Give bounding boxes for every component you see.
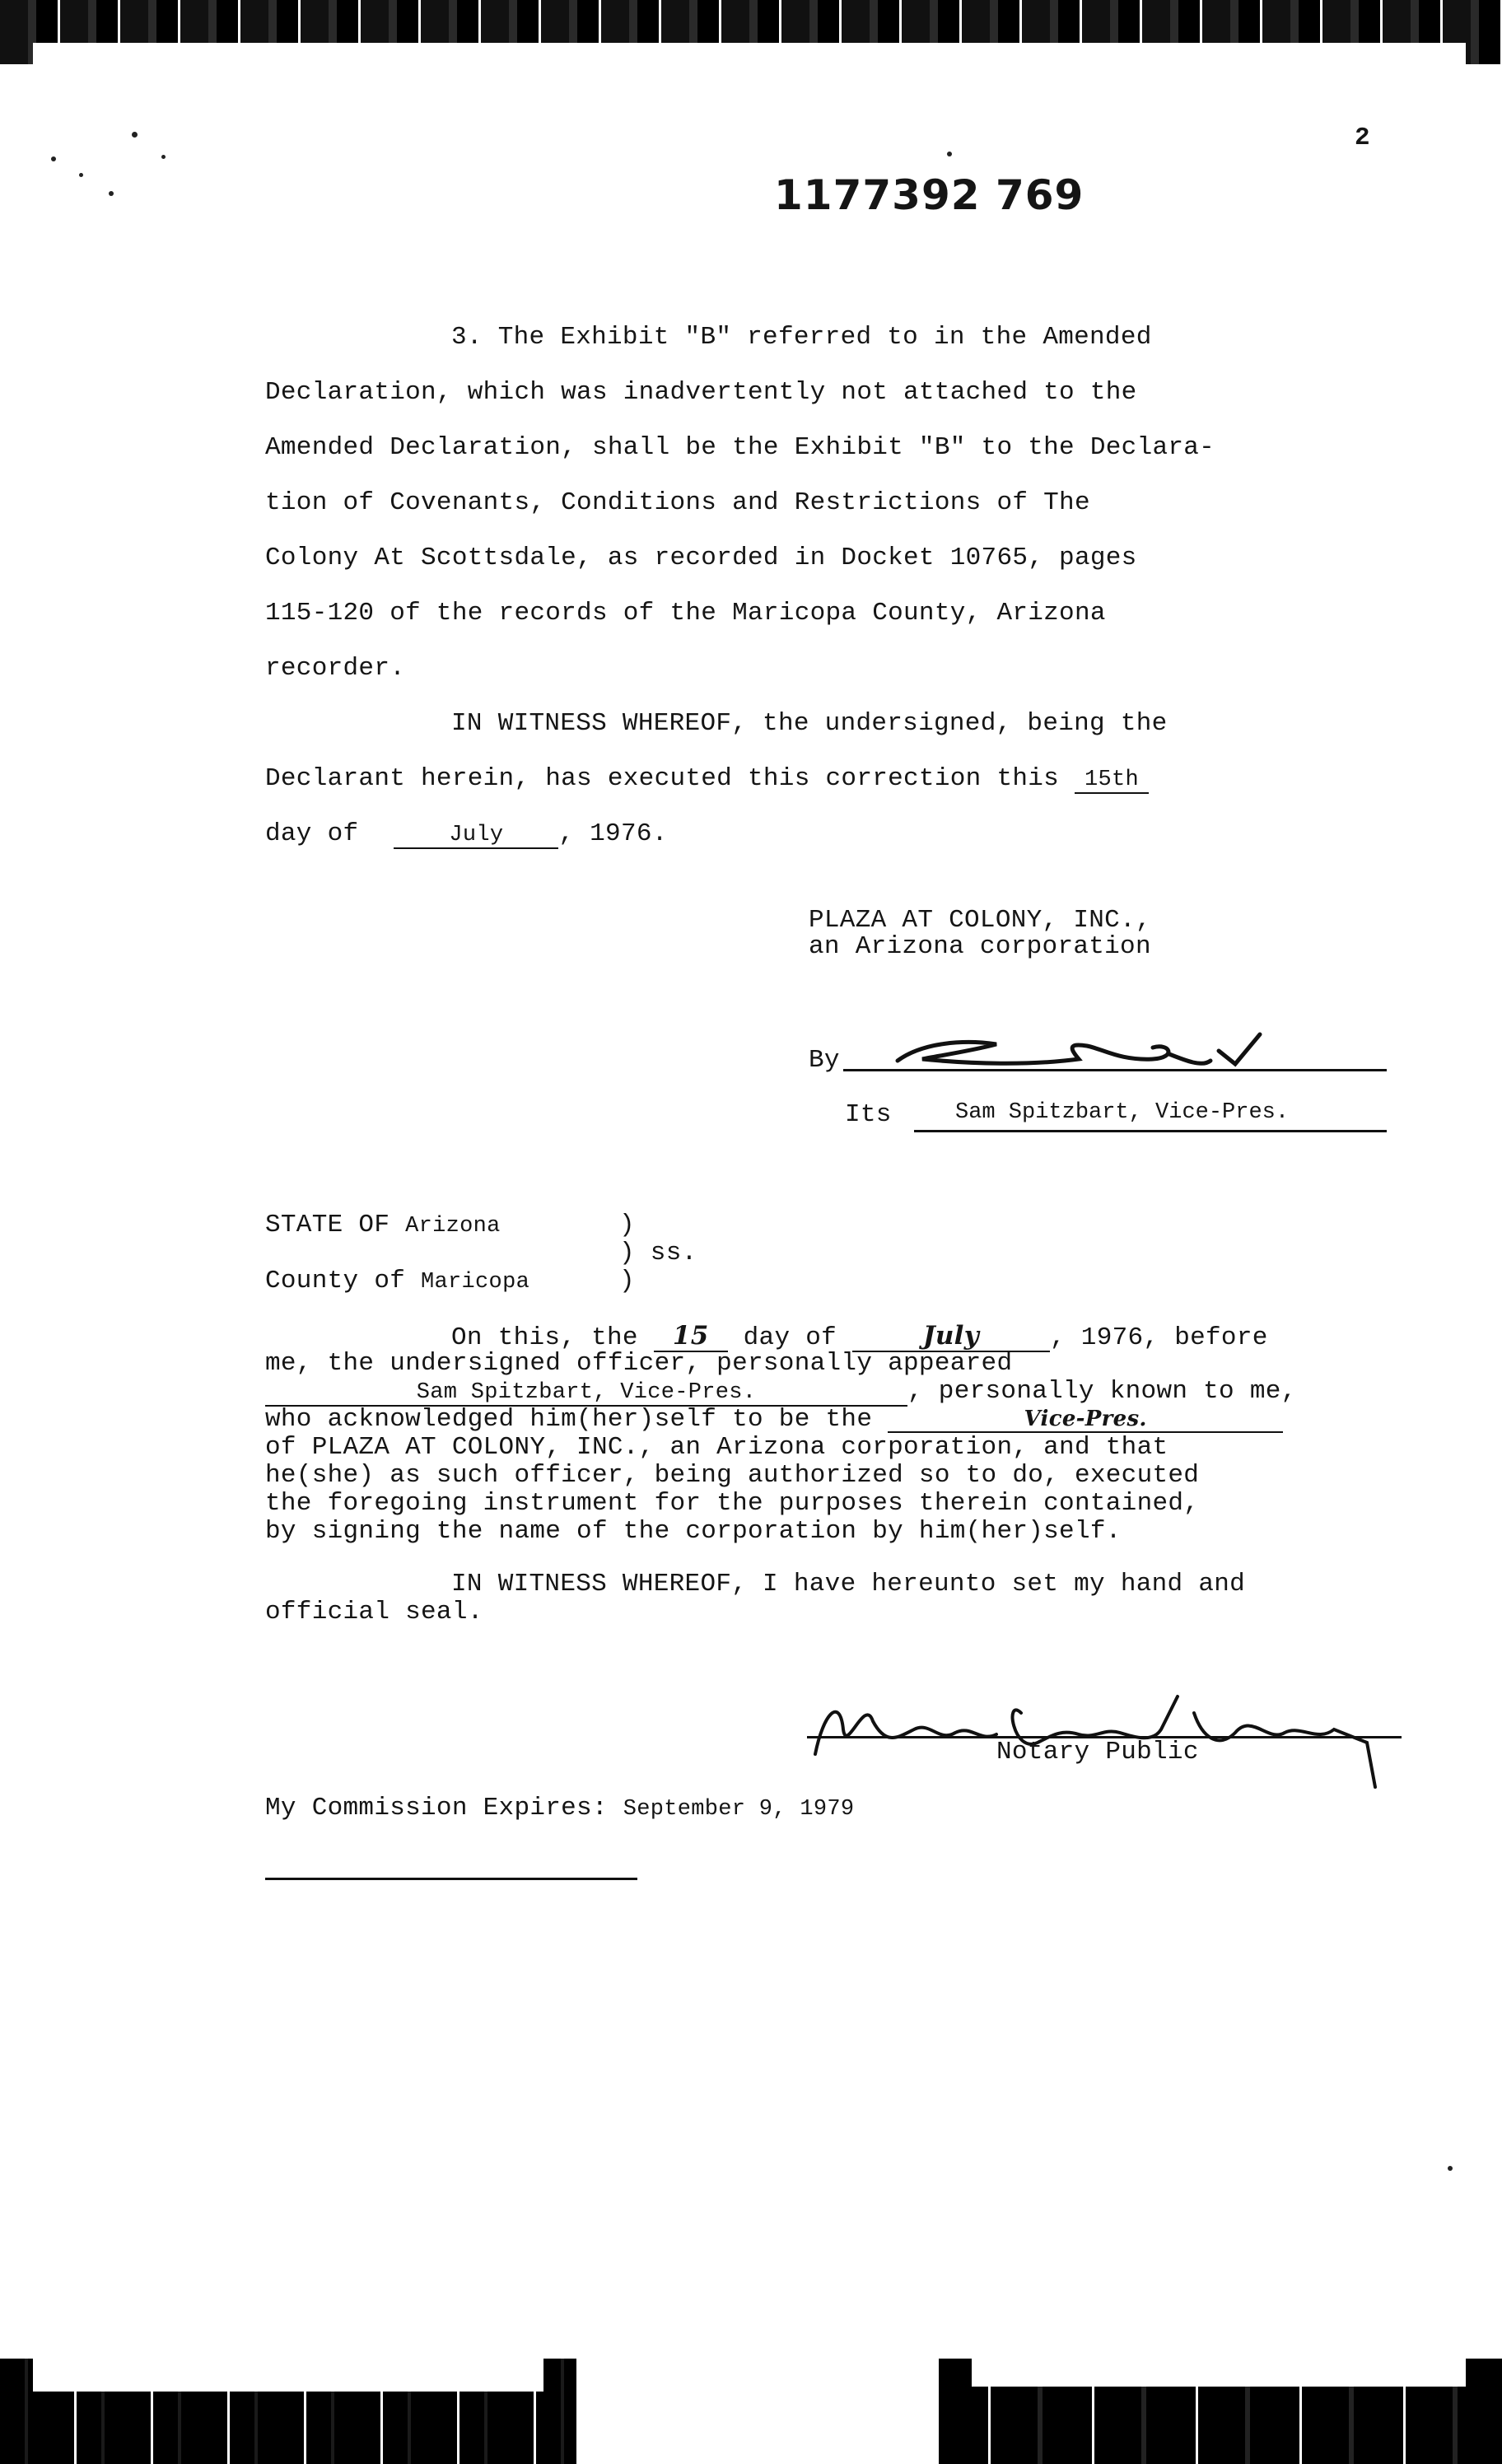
witness-line: IN WITNESS WHEREOF, I have hereunto set my hand and xyxy=(451,1570,1246,1598)
paragraph-line: 3. The Exhibit "B" referred to in the Amended xyxy=(451,323,1152,352)
paragraph-line: Amended Declaration, shall be the Exhibit "B" to the Declara- xyxy=(265,433,1215,462)
scan-speck xyxy=(109,191,114,196)
commission-label: My Commission Expires: xyxy=(265,1794,608,1822)
ack-line: me, the undersigned officer, personally appeared xyxy=(265,1349,1013,1378)
ack-text: who acknowledged him(her)self to be the xyxy=(265,1405,873,1434)
ack-line: of PLAZA AT COLONY, INC., an Arizona corporation, and that xyxy=(265,1433,1168,1462)
ack-line: by signing the name of the corporation by him(her)self. xyxy=(265,1517,1122,1546)
paragraph-line: tion of Covenants, Conditions and Restrictions of The xyxy=(265,488,1090,517)
scan-bottom-edge-left xyxy=(33,2359,543,2392)
venue-bracket: ) xyxy=(619,1211,635,1239)
recording-reference: 1177392 769 xyxy=(774,171,1085,219)
venue-bracket: ) xyxy=(619,1267,635,1295)
its-label: Its xyxy=(845,1100,892,1129)
ack-month-handwritten: July xyxy=(852,1321,1050,1352)
scan-speck xyxy=(79,173,83,177)
blank-rule xyxy=(265,1878,637,1880)
witness-line: official seal. xyxy=(265,1598,483,1626)
ack-day-handwritten: 15 xyxy=(654,1321,728,1352)
county-label: County of xyxy=(265,1267,406,1295)
paragraph-line: recorder. xyxy=(265,654,406,683)
by-label: By xyxy=(809,1046,840,1075)
scan-bottom-edge-right xyxy=(972,2359,1466,2387)
notary-signature xyxy=(807,1664,1400,1795)
scan-speck xyxy=(132,132,138,138)
scan-speck xyxy=(1448,2166,1453,2171)
ack-text: On this, the xyxy=(451,1323,638,1352)
execution-day-field: 15th xyxy=(1075,768,1149,794)
page-number: 2 xyxy=(1355,124,1370,152)
venue-ss: ) ss. xyxy=(619,1239,697,1267)
paragraph-line: Colony At Scottsdale, as recorded in Docket 10765, pages xyxy=(265,544,1137,572)
paragraph-line: Declaration, which was inadvertently not attached to the xyxy=(265,378,1137,407)
scan-top-edge xyxy=(33,43,1466,64)
witness-line: IN WITNESS WHEREOF, the undersigned, being the xyxy=(451,709,1168,738)
company-name: PLAZA AT COLONY, INC., xyxy=(809,906,1151,935)
commission-date: September 9, 1979 xyxy=(623,1797,855,1822)
scan-speck xyxy=(51,156,56,161)
ack-text: , 1976, before xyxy=(1049,1323,1268,1352)
ack-text: day of xyxy=(743,1323,837,1352)
scan-speck xyxy=(161,155,166,159)
title-line xyxy=(914,1130,1387,1132)
execution-year: , 1976. xyxy=(558,819,668,848)
appeared-name-field: Sam Spitzbart, Vice-Pres. xyxy=(265,1380,907,1407)
state-value: Arizona xyxy=(405,1214,501,1239)
scan-speck xyxy=(947,152,952,156)
paragraph-line: 115-120 of the records of the Maricopa County, Arizona xyxy=(265,599,1106,628)
ack-line: the foregoing instrument for the purposes therein contained, xyxy=(265,1489,1200,1518)
state-label: STATE OF xyxy=(265,1211,390,1239)
officer-signature xyxy=(873,1018,1301,1084)
company-descriptor: an Arizona corporation xyxy=(809,932,1151,961)
officer-name-title: Sam Spitzbart, Vice-Pres. xyxy=(955,1100,1290,1125)
notary-public-label: Notary Public xyxy=(996,1738,1199,1766)
county-value: Maricopa xyxy=(421,1270,530,1295)
witness-line: Declarant herein, has executed this correction this xyxy=(265,764,1060,793)
ack-title-handwritten: Vice-Pres. xyxy=(888,1407,1283,1433)
ack-text: , personally known to me, xyxy=(907,1377,1297,1406)
execution-month-field: July xyxy=(394,823,558,849)
witness-line: day of xyxy=(265,819,359,848)
ack-line: he(she) as such officer, being authorized so to do, executed xyxy=(265,1461,1200,1490)
